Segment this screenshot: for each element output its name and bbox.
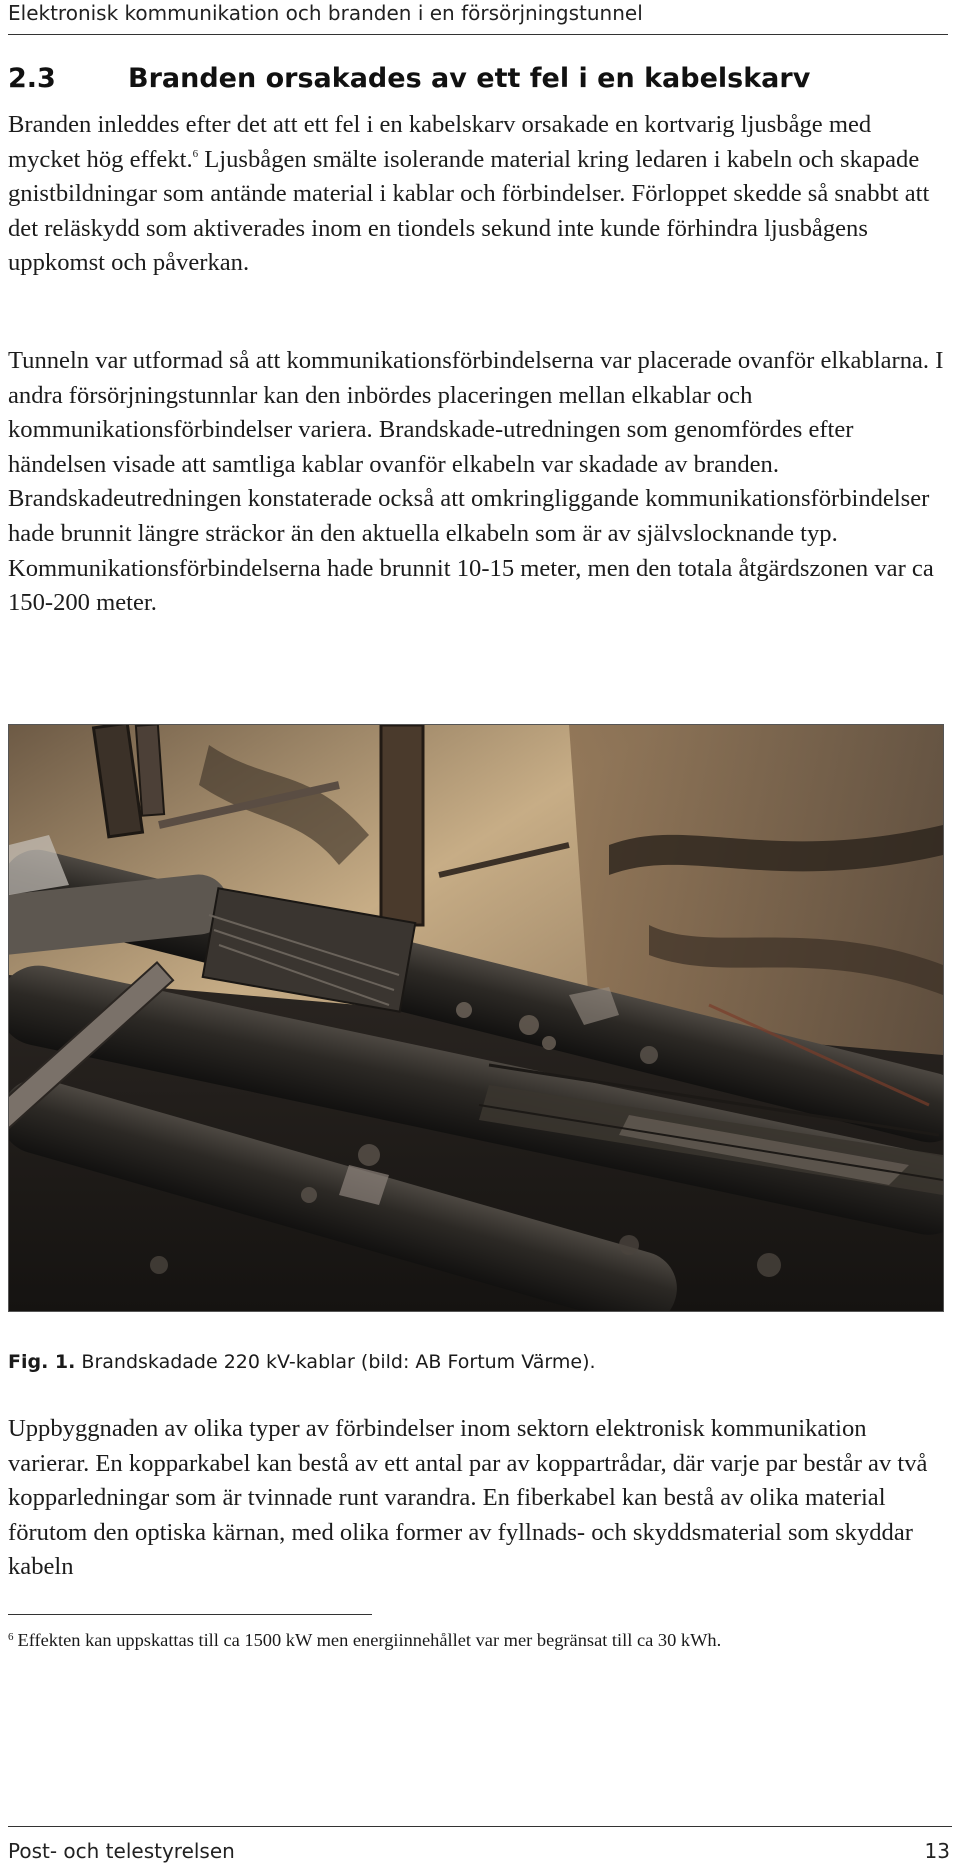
paragraph-cable-types: Uppbyggnaden av olika typer av förbindelser inom sektorn elektronisk kommunikation varierar. En kopparkabel kan bestå av ett antal par av koppartrådar, där varje par består av två kopparledningar som är tvinnade runt varandra. En fiberkabel kan bestå av olika material förutom den optiska kärnan, med olika former av fyllnads- och skyddsmaterial som skyddar kabeln: [8, 1415, 928, 1581]
footnote-divider: [8, 1614, 372, 1615]
running-header: [8, 0, 948, 35]
footer-divider: [8, 1826, 952, 1827]
footnote: [8, 1628, 948, 1652]
figure-label: Fig. 1.: [8, 1351, 76, 1373]
footnote-text: Effekten kan uppskattas till ca 1500 kW men energiinnehållet var mer begränsat till ca 30 kWh.: [17, 1630, 722, 1650]
paragraph-cause: [8, 108, 948, 281]
figure-caption-text: Brandskadade 220 kV-kablar (bild: AB Fortum Värme).: [75, 1351, 596, 1373]
running-header-title: Elektronisk kommunikation och branden i en försörjningstunnel: [8, 1, 643, 25]
paragraph-cause-end: Ljusbågen smälte isolerande material kring ledaren i kabeln och skapade gnistbildningar som antände material i kablar och förbindelser. Förloppet skedde så snabbt att det reläskydd som aktiverades inom en tiondels sekund inte kunde förhindra ljusbågens uppkomst och påverkan.: [8, 145, 930, 277]
figure-caption: [8, 1350, 948, 1374]
page-number: 13: [924, 1839, 950, 1863]
footnote-reference[interactable]: 6: [192, 147, 199, 160]
section-title: Branden orsakades av ett fel i en kabelskarv: [128, 63, 811, 94]
footnote-number: 6: [8, 1631, 14, 1643]
footer-publisher: Post- och telestyrelsen: [8, 1839, 235, 1863]
section-heading: [8, 62, 948, 96]
fire-damage-photo: [8, 724, 944, 1312]
paragraph-cause-start: Branden inleddes efter det att ett fel i en kabelskarv orsakade en kortvarig ljusbåge med mycket hög effekt.: [8, 111, 872, 173]
section-number: 2.3: [8, 63, 56, 94]
paragraph-tunnel-layout: Tunneln var utformad så att kommunikationsförbindelserna var placerade ovanför elkablarna. I andra försörjningstunnlar kan den inbördes placeringen mellan elkablar och kommunikationsförbindelser variera. Brandskade-utredningen som genomfördes efter händelsen visade att samtliga kablar ovanför elkabeln var skadade av branden. Brandskadeutredningen konstaterade också att omkringliggande kommunikationsförbindelser hade brunnit längre sträckor än den aktuella elkabeln som är av självslocknande typ. Kommunikationsförbindelserna hade brunnit 10-15 meter, men den totala åtgärdszonen var ca 150-200 meter.: [8, 347, 944, 617]
